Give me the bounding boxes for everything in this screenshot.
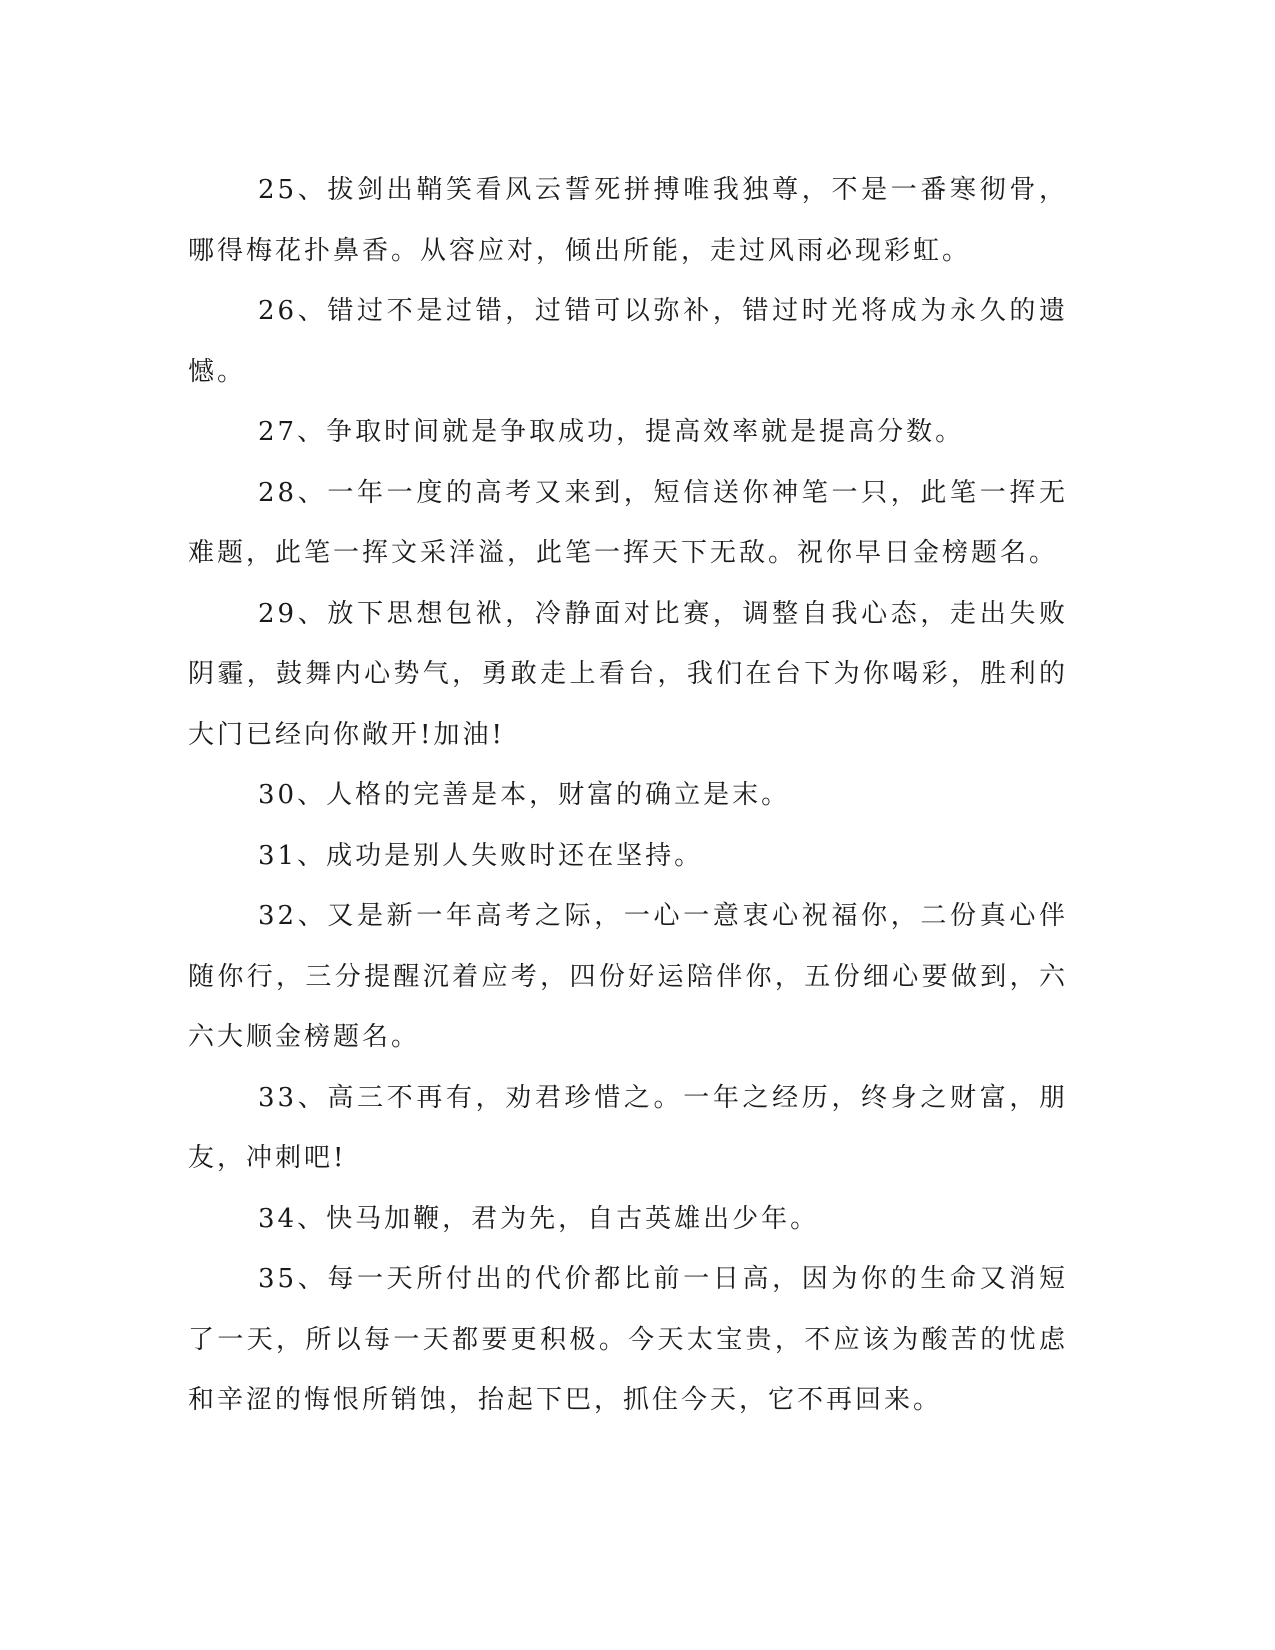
document-body — [188, 160, 1068, 1431]
paragraph-31: 31、成功是别人失败时还在坚持。 — [258, 840, 704, 871]
paragraph-34: 34、快马加鞭，君为先，自古英雄出少年。 — [258, 1203, 820, 1234]
paragraph-33: 33、高三不再有，劝君珍惜之。一年之经历，终身之财富，朋友，冲刺吧! — [188, 1082, 1068, 1173]
paragraph-26: 26、错过不是过错，过错可以弥补，错过时光将成为永久的遗憾。 — [188, 296, 1068, 387]
paragraph-29: 29、放下思想包袱，冷静面对比赛，调整自我心态，走出失败阴霾，鼓舞内心势气，勇敢走上看台，我们在台下为你喝彩，胜利的大门已经向你敞开!加油! — [188, 598, 1068, 750]
paragraph-35: 35、每一天所付出的代价都比前一日高，因为你的生命又消短了一天，所以每一天都要更积极。今天太宝贵，不应该为酸苦的忧虑和辛涩的悔恨所销蚀，抬起下巴，抓住今天，它不再回来。 — [188, 1264, 1068, 1415]
paragraph-27: 27、争取时间就是争取成功，提高效率就是提高分数。 — [258, 417, 965, 447]
paragraph-30: 30、人格的完善是本，财富的确立是末。 — [258, 780, 791, 810]
paragraph-28: 28、一年一度的高考又来到，短信送你神笔一只，此笔一挥无难题，此笔一挥文采洋溢，此笔一挥天下无敌。祝你早日金榜题名。 — [188, 477, 1068, 568]
paragraph-25: 25、拔剑出鞘笑看风云誓死拼搏唯我独尊，不是一番寒彻骨，哪得梅花扑鼻香。从容应对，倾出所能，走过风雨必现彩虹。 — [188, 175, 1068, 266]
paragraph-32: 32、又是新一年高考之际，一心一意衷心祝福你，二份真心伴随你行，三分提醒沉着应考，四份好运陪伴你，五份细心要做到，六六大顺金榜题名。 — [188, 901, 1068, 1052]
